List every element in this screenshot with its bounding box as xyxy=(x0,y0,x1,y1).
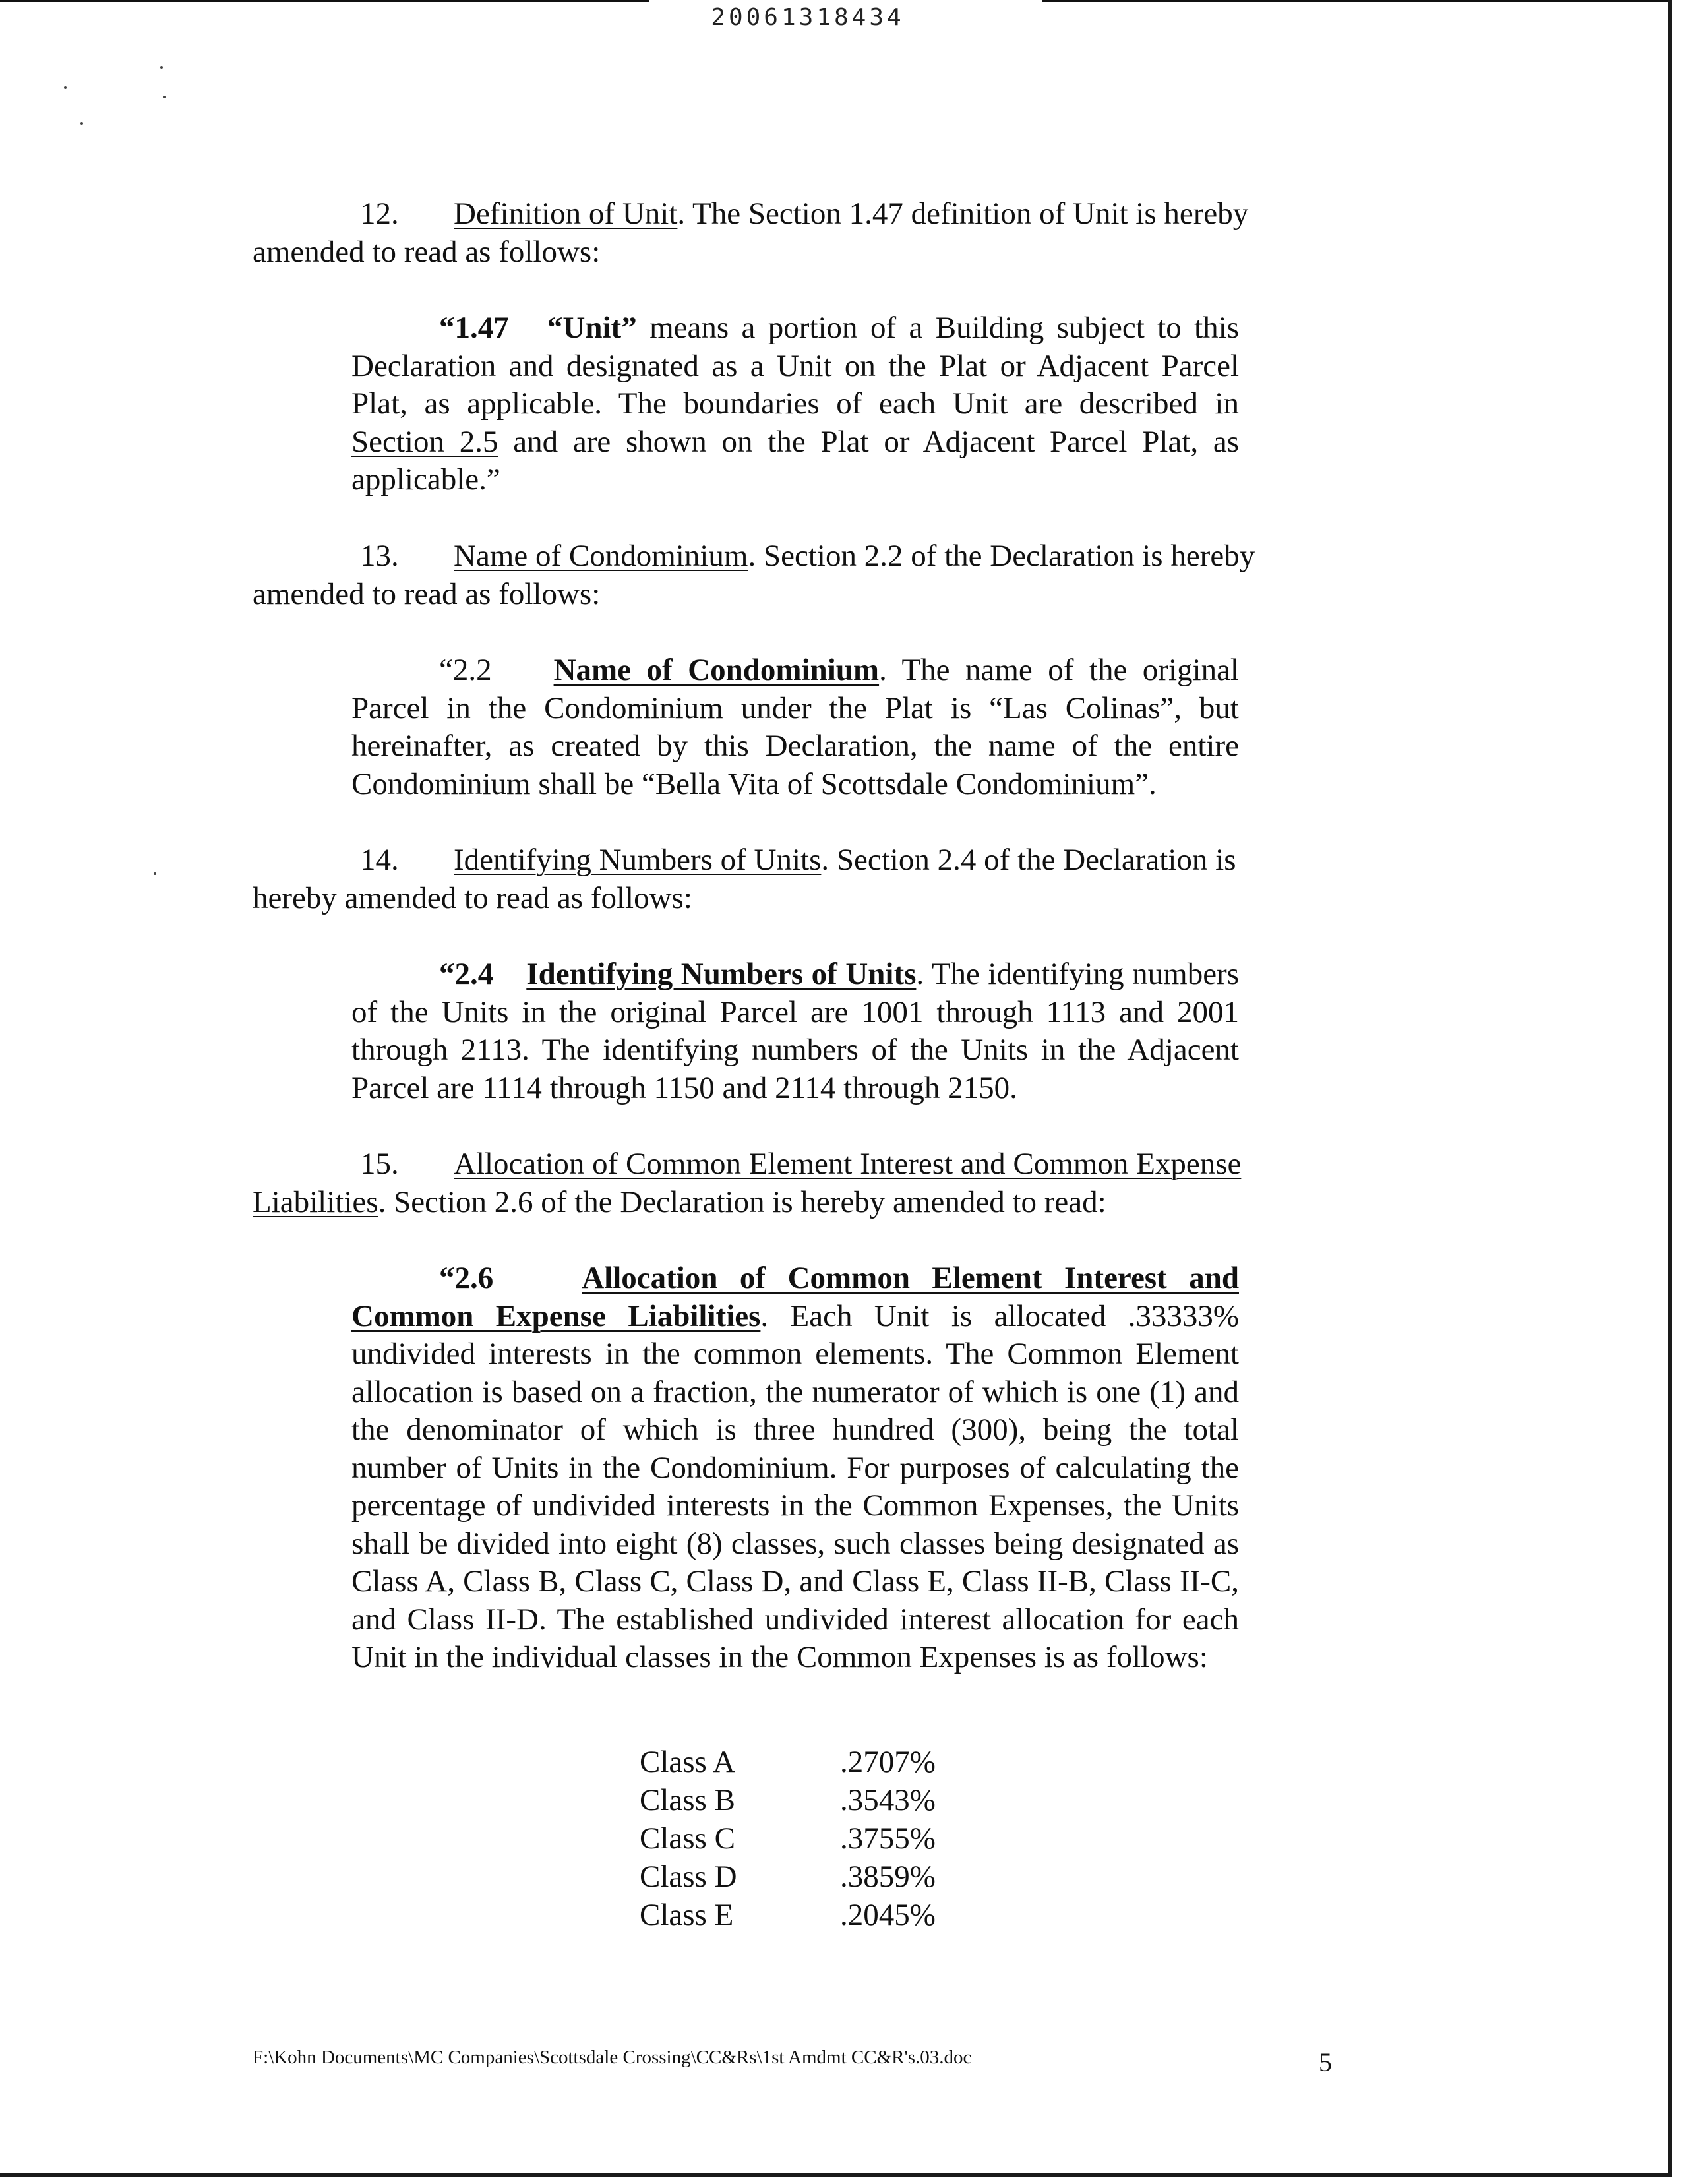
section-number: 14. xyxy=(360,843,399,877)
section-intro-text: . The Section 1.47 definition of Unit is hereby xyxy=(677,197,1249,231)
class-percent: .3859% xyxy=(840,1860,936,1894)
section-intro-text: . Section 2.6 of the Declaration is hereby amended to read: xyxy=(378,1184,1106,1219)
section-intro-text: amended to read as follows: xyxy=(253,234,601,269)
section-title: Definition of Unit xyxy=(454,197,678,231)
section-title: Identifying Numbers of Units xyxy=(454,843,822,877)
section-number: 15. xyxy=(360,1147,399,1181)
section-15-quote xyxy=(351,1259,1239,1677)
section-12-quote xyxy=(351,309,1239,499)
scan-speck xyxy=(64,86,67,89)
quote-text: and are shown on the Plat or Adjacent Parcel Plat, as applicable.” xyxy=(351,424,1239,497)
table-row xyxy=(640,1781,936,1819)
scan-speck xyxy=(160,66,163,69)
table-row xyxy=(640,1819,936,1858)
quote-number: “2.4 xyxy=(439,957,494,991)
scan-border-right xyxy=(1668,0,1672,2176)
class-name: Class E xyxy=(640,1898,734,1932)
document-number: 20061318434 xyxy=(711,4,905,31)
class-name: Class D xyxy=(640,1860,737,1894)
section-intro-text: . Section 2.4 of the Declaration is xyxy=(821,843,1236,877)
quote-heading: Allocation of Common Element Interest and Common Expense Liabilities xyxy=(351,1261,1239,1333)
section-14-intro xyxy=(253,841,1341,917)
section-15-intro xyxy=(253,1145,1341,1221)
section-title-line1: Allocation of Common Element Interest and Common Expense xyxy=(454,1147,1242,1181)
page-number: 5 xyxy=(1319,2048,1332,2077)
class-name: Class C xyxy=(640,1821,735,1856)
section-title-line2: Liabilities xyxy=(253,1184,378,1219)
scan-speck xyxy=(163,96,166,98)
scan-border-bottom xyxy=(0,2173,1672,2177)
section-number: 13. xyxy=(360,539,399,573)
class-percent: .2707% xyxy=(840,1745,936,1779)
quote-text: . The name of the original Parcel in the Condominium under the Plat is “Las Colinas”, but hereinafter, as created by this Declaration, the name of the entire Condominium shall be “Bella Vita of Scottsdale Condominium”. xyxy=(351,653,1239,801)
section-14-quote xyxy=(351,956,1239,1107)
quote-heading: Identifying Numbers of Units xyxy=(526,957,917,991)
section-13-intro xyxy=(253,537,1341,613)
class-percent: .3755% xyxy=(840,1821,936,1856)
class-percent: .2045% xyxy=(840,1898,936,1932)
class-allocation-table xyxy=(640,1743,936,1934)
table-row xyxy=(640,1743,936,1781)
section-number: 12. xyxy=(360,197,399,231)
section-reference: Section 2.5 xyxy=(351,424,498,459)
class-percent: .3543% xyxy=(840,1783,936,1817)
section-intro-text: amended to read as follows: xyxy=(253,576,601,611)
section-13-quote xyxy=(351,652,1239,803)
quote-heading: “Unit” xyxy=(547,311,637,345)
scan-speck xyxy=(154,872,156,875)
class-name: Class B xyxy=(640,1783,735,1817)
section-title: Name of Condominium xyxy=(454,539,748,573)
quote-text: means a portion of a Building subject to this Declaration and designated as a Unit on the Plat or Adjacent Parcel Plat, as applicable. The boundaries of each Unit are described in xyxy=(351,311,1239,421)
quote-number: “2.6 xyxy=(439,1261,494,1295)
quote-text: . Each Unit is allocated .33333% undivided interests in the common elements. The Common Element allocation is based on a fraction, the numerator of which is one (1) and the denominator of which is three hundred (300), being the total number of Units in the Condominium. For purposes of calculating the percentage of undivided interests in the Common Expenses, the Units shall be divided into eight (8) classes, such classes being designated as Class A, Class B, Class C, Class D, and Class E, Class II-B, Class II-C, and Class II-D. The established undivided interest allocation for each Unit in the individual classes in the Common Expenses is as follows: xyxy=(351,1298,1239,1674)
top-rule-right xyxy=(1042,0,1672,2)
section-12-intro xyxy=(253,195,1341,271)
quote-text: . The identifying numbers of the Units in the original Parcel are 1001 through 1113 and 2001 through 2113. The identifying numbers of the Units in the Adjacent Parcel are 1114 through 1150 and 2114 through 2150. xyxy=(351,957,1240,1105)
class-name: Class A xyxy=(640,1745,735,1779)
quote-number: “1.47 xyxy=(439,311,509,345)
scan-speck xyxy=(80,122,83,125)
top-rule-left xyxy=(0,0,649,2)
quote-heading: Name of Condominium xyxy=(553,653,880,687)
section-intro-text: hereby amended to read as follows: xyxy=(253,880,692,915)
table-row xyxy=(640,1858,936,1896)
section-intro-text: . Section 2.2 of the Declaration is hereby xyxy=(748,539,1255,573)
table-row xyxy=(640,1896,936,1934)
footer-file-path: F:\Kohn Documents\MC Companies\Scottsdale Crossing\CC&Rs\1st Amdmt CC&R's.03.doc xyxy=(253,2047,972,2068)
quote-number: “2.2 xyxy=(439,653,492,687)
